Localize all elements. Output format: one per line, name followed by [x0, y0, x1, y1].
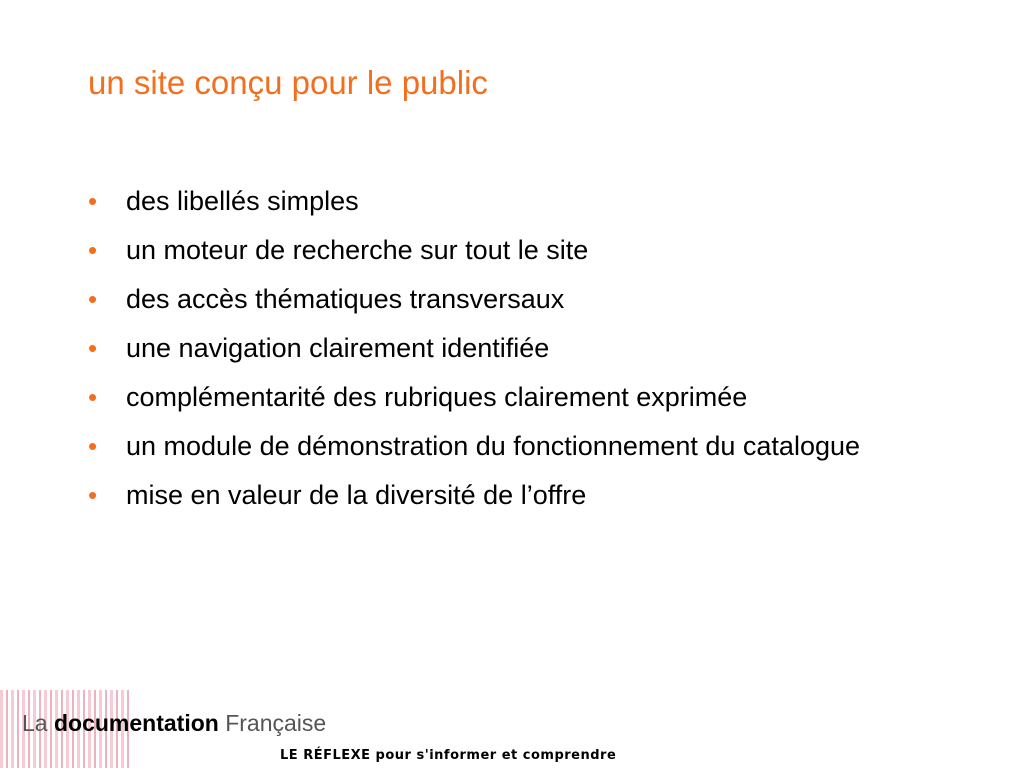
bullet-icon: • — [88, 284, 98, 314]
bullet-icon: • — [88, 480, 98, 510]
bullet-item — [88, 327, 948, 369]
bullet-icon: • — [88, 333, 98, 363]
bullet-text: mise en valeur de la diversité de l’offre — [126, 480, 587, 510]
bullet-item — [88, 278, 948, 320]
bullet-icon: • — [88, 186, 98, 216]
bullet-item — [88, 229, 948, 271]
bullet-icon: • — [88, 235, 98, 265]
bullet-text: des libellés simples — [126, 186, 359, 216]
logo-la: La — [22, 710, 48, 736]
bullet-item — [88, 180, 948, 222]
bullet-icon: • — [88, 431, 98, 461]
bullet-text: un moteur de recherche sur tout le site — [126, 235, 589, 265]
bullet-item — [88, 474, 948, 516]
bullet-text: une navigation clairement identifiée — [126, 333, 550, 363]
logo-francaise: Française — [225, 710, 327, 736]
logo-documentation: documentation — [53, 710, 219, 736]
bullet-icon: • — [88, 382, 98, 412]
publisher-logo — [22, 710, 326, 737]
bullet-item — [88, 376, 948, 418]
bullet-text: complémentarité des rubriques clairement exprimée — [126, 382, 748, 412]
bullet-text: des accès thématiques transversaux — [126, 284, 565, 314]
bullet-text: un module de démonstration du fonctionnement du catalogue — [126, 431, 861, 461]
bullet-list — [88, 180, 948, 523]
footer-tagline: LE RÉFLEXE pour s'informer et comprendre — [280, 748, 617, 763]
bullet-item — [88, 425, 948, 467]
footer — [0, 690, 1024, 768]
slide-title: un site conçu pour le public — [88, 64, 488, 101]
